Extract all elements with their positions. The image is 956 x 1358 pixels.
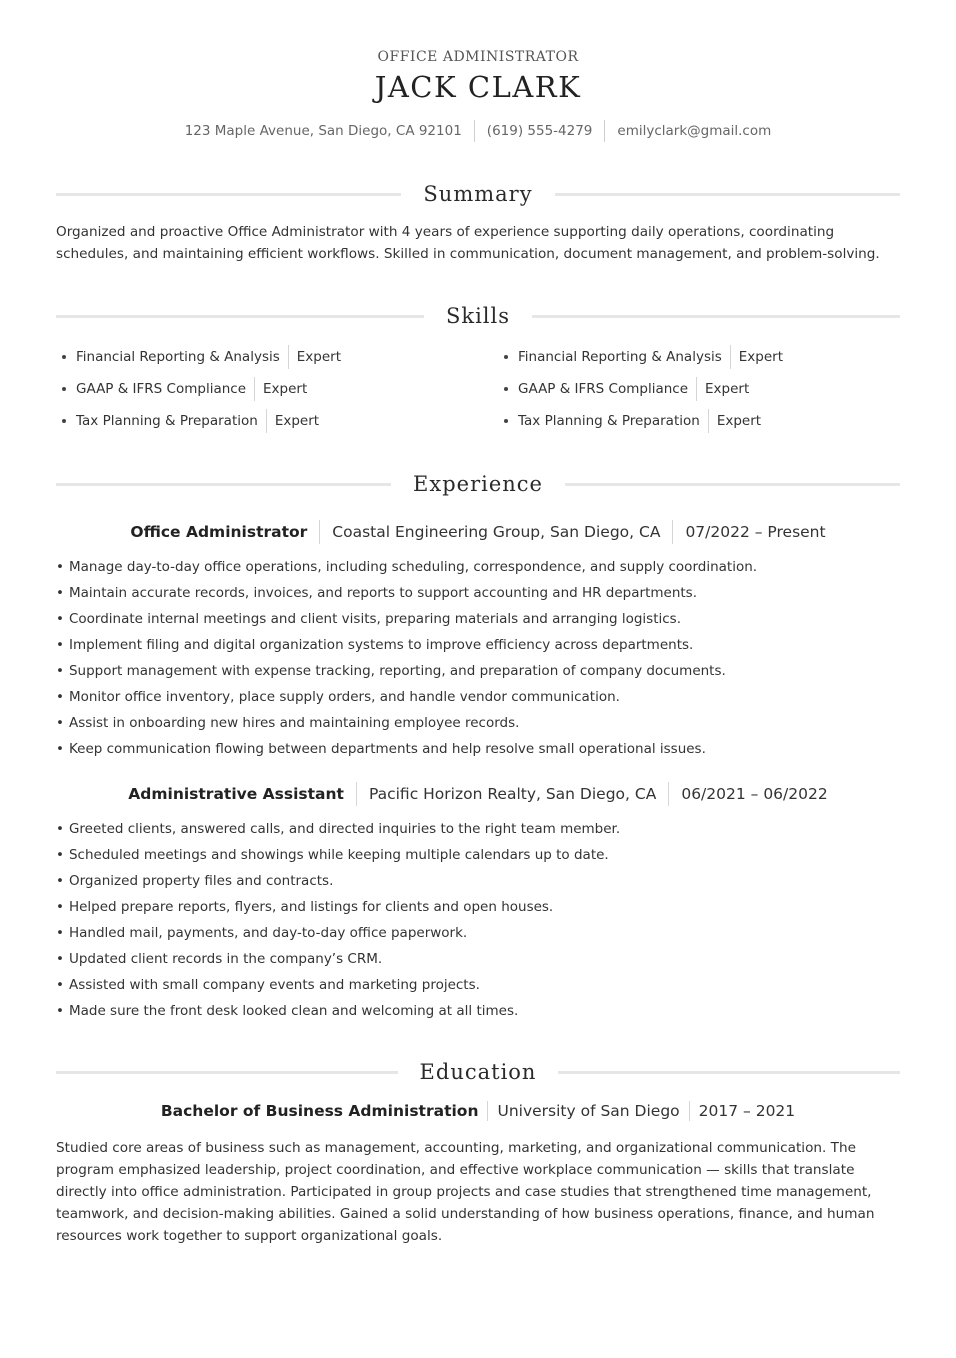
skill-level: Expert (274, 413, 320, 429)
job-dates: 07/2022 – Present (685, 523, 826, 541)
contact-divider (474, 120, 475, 142)
education-divider (487, 1101, 488, 1121)
list-item: • Support management with expense tracking, reporting, and preparation of company documents. (56, 658, 900, 684)
list-item: • Assisted with small company events and marketing projects. (56, 972, 900, 998)
heading-rule-left (56, 315, 424, 318)
bullet-dot (62, 419, 66, 423)
skill-name: GAAP & IFRS Compliance (76, 381, 247, 397)
address-text: 123 Maple Avenue, San Diego, CA 92101 (184, 123, 462, 139)
list-item: • Implement filing and digital organization systems to improve efficiency across departments. (56, 632, 900, 658)
heading-rule-right (558, 1071, 900, 1074)
list-item: • Updated client records in the company’s CRM. (56, 946, 900, 972)
experience-title: Experience (413, 472, 543, 496)
heading-rule-left (56, 1071, 398, 1074)
job-company: Pacific Horizon Realty, San Diego, CA (368, 785, 657, 803)
heading-rule-right (555, 193, 900, 196)
contact-info (0, 120, 956, 142)
skill-item (62, 408, 319, 434)
education-divider (689, 1101, 690, 1121)
skills-heading (56, 301, 900, 331)
skill-level: Expert (296, 349, 342, 365)
list-item: • Maintain accurate records, invoices, and reports to support accounting and HR departments. (56, 580, 900, 606)
list-item: • Monitor office inventory, place supply orders, and handle vendor communication. (56, 684, 900, 710)
list-item: • Keep communication flowing between departments and help resolve small operational issues. (56, 736, 900, 762)
skill-item (504, 408, 761, 434)
experience-heading (56, 469, 900, 499)
heading-rule-left (56, 193, 401, 196)
skill-divider (266, 409, 267, 433)
skills-title: Skills (445, 304, 511, 328)
skill-item (62, 344, 341, 370)
skill-level: Expert (716, 413, 762, 429)
skill-divider (288, 345, 289, 369)
bullet-dot (504, 387, 508, 391)
job-company: Coastal Engineering Group, San Diego, CA (332, 523, 661, 541)
degree-name: Bachelor of Business Administration (160, 1102, 479, 1120)
skill-item (504, 376, 749, 402)
bullet-dot (62, 355, 66, 359)
skill-level: Expert (738, 349, 784, 365)
job-header (56, 782, 900, 806)
job-title-header: OFFICE ADMINISTRATOR (377, 49, 579, 65)
job-bullets (56, 554, 900, 762)
heading-rule-right (532, 315, 900, 318)
job-divider (668, 782, 669, 806)
job-header (56, 520, 900, 544)
education-heading (56, 1057, 900, 1087)
job-role: Administrative Assistant (128, 785, 344, 803)
bullet-dot (62, 387, 66, 391)
skill-item (62, 376, 307, 402)
skill-name: Financial Reporting & Analysis (76, 349, 280, 365)
skill-level: Expert (705, 381, 750, 397)
list-item: • Manage day-to-day office operations, including scheduling, correspondence, and supply coordination. (56, 554, 900, 580)
contact-divider (604, 120, 605, 142)
skill-name: Tax Planning & Preparation (76, 413, 258, 429)
skill-divider (708, 409, 709, 433)
list-item: • Coordinate internal meetings and client visits, preparing materials and arranging logistics. (56, 606, 900, 632)
bullet-dot (504, 419, 508, 423)
list-item: • Made sure the front desk looked clean and welcoming at all times. (56, 998, 900, 1024)
job-role: Office Administrator (130, 523, 308, 541)
skill-name: Tax Planning & Preparation (518, 413, 700, 429)
job-bullets (56, 816, 900, 1024)
list-item: • Scheduled meetings and showings while keeping multiple calendars up to date. (56, 842, 900, 868)
summary-text: Organized and proactive Office Administrator with 4 years of experience supporting daily operations, coordinating schedules, and maintaining efficient workflows. Skilled in communication, document management, and problem-solving. (56, 224, 880, 262)
school-name: University of San Diego (497, 1102, 680, 1120)
list-item: • Assist in onboarding new hires and maintaining employee records. (56, 710, 900, 736)
list-item: • Greeted clients, answered calls, and directed inquiries to the right team member. (56, 816, 900, 842)
heading-rule-right (565, 483, 900, 486)
skill-item (504, 344, 783, 370)
education-description: Studied core areas of business such as management, accounting, marketing, and organizational communication. The program emphasized leadership, project coordination, and effective workplace communication — skills that translate directly into office administration. Participated in group projects and case studies that strengthened time management, teamwork, and decision-making abilities. Gained a solid understanding of how business operations, finance, and human resources work together to support organizational goals. (56, 1140, 875, 1244)
list-item: • Organized property files and contracts. (56, 868, 900, 894)
skill-divider (254, 377, 255, 401)
job-dates: 06/2021 – 06/2022 (681, 785, 828, 803)
job-divider (319, 520, 320, 544)
skill-name: GAAP & IFRS Compliance (518, 381, 689, 397)
email-text: emilyclark@gmail.com (617, 123, 772, 139)
skill-name: Financial Reporting & Analysis (518, 349, 722, 365)
bullet-dot (504, 355, 508, 359)
skill-level: Expert (263, 381, 308, 397)
job-divider (672, 520, 673, 544)
summary-heading (56, 179, 900, 209)
phone-text: (619) 555-4279 (486, 123, 593, 139)
candidate-name: JACK CLARK (374, 70, 582, 104)
list-item: • Helped prepare reports, flyers, and listings for clients and open houses. (56, 894, 900, 920)
skill-divider (730, 345, 731, 369)
education-header (56, 1101, 900, 1121)
education-dates: 2017 – 2021 (698, 1102, 796, 1120)
job-divider (356, 782, 357, 806)
heading-rule-left (56, 483, 391, 486)
education-title: Education (419, 1060, 537, 1084)
skill-divider (696, 377, 697, 401)
list-item: • Handled mail, payments, and day-to-day office paperwork. (56, 920, 900, 946)
summary-title: Summary (423, 182, 533, 206)
